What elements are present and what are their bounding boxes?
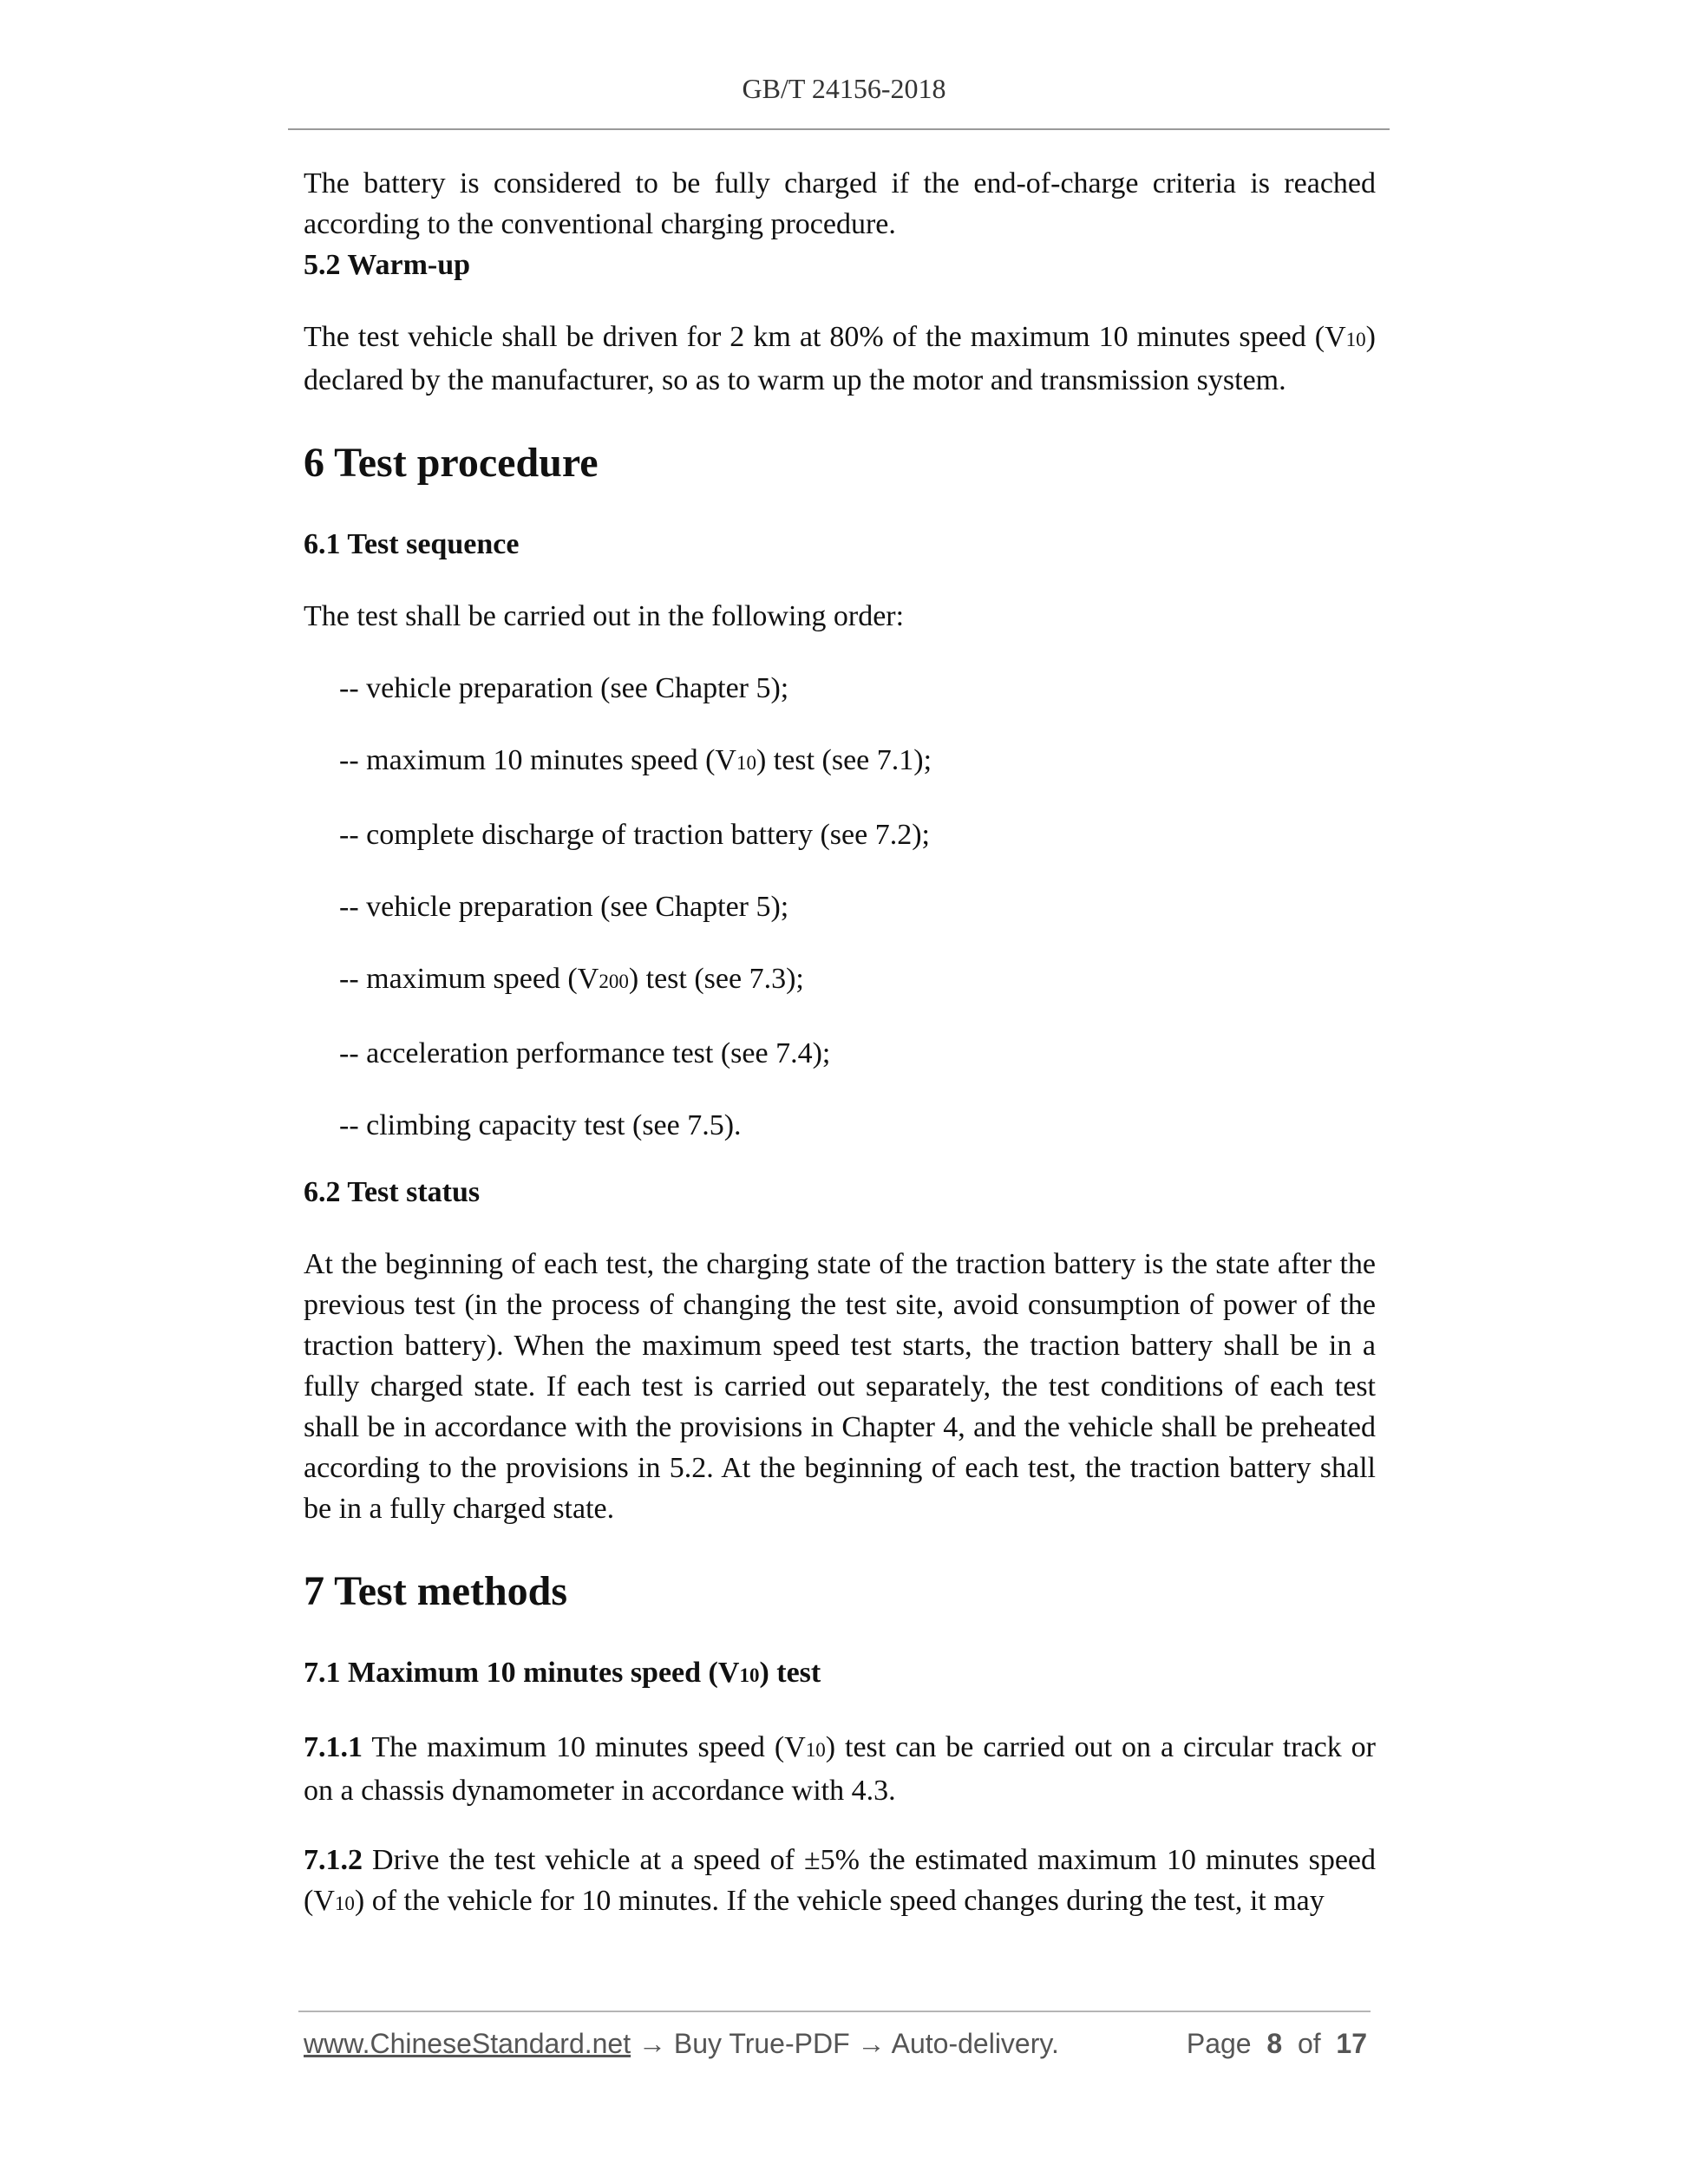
list-item: -- complete discharge of traction battery (see 7.2); [339,819,930,851]
site-link[interactable]: www.ChineseStandard.net [304,2028,631,2059]
footer-promo: → Buy True-PDF → Auto-delivery. [631,2028,1059,2059]
text-run: -- maximum speed (V [339,963,599,995]
page-number: 8 [1266,2028,1283,2059]
subscript: 10 [1345,329,1366,350]
paragraph-test-status: At the beginning of each test, the charging state of the traction battery is the state after the previous test (in the process of changing the test site, avoid consumption of power of the traction battery). When the maximum speed test starts, the traction battery shall be in a fully charged state. If each test is carried out separately, the test conditions of each test shall be in accordance with the provisions in Chapter 4, and the vehicle shall be preheated according to the provisions in 5.2. At the beginning of each test, the traction battery shall be in a fully charged state. [304,1248,1376,1525]
heading-7: 7 Test methods [304,1568,568,1614]
heading-7-1 [304,1652,1376,1696]
paragraph-warm-up [304,317,1376,401]
list-item [339,958,1376,1002]
page-label: Page [1186,2028,1252,2059]
subscript: 10 [805,1739,826,1761]
text-run: 7.1 Maximum 10 minutes speed (V [304,1657,740,1689]
page-total: 17 [1336,2028,1367,2059]
header-divider [288,128,1390,130]
page-header: GB/T 24156-2018 [742,73,946,104]
clause-number: 7.1.1 [304,1731,363,1763]
clause-7-1-2 [304,1840,1376,1924]
footer-left [304,2028,1059,2060]
text-run: -- maximum 10 minutes speed (V [339,744,736,776]
text-run: ) test can be carried out on a circular track or on a chassis dynamometer in accordance with 4.3. [304,1731,1376,1807]
text-run: ) test [759,1657,821,1689]
text-run: Drive the test vehicle at a speed of ±5% the estimated maximum 10 minutes speed (V [304,1844,1376,1917]
heading-6: 6 Test procedure [304,440,599,486]
text-run: The test vehicle shall be driven for 2 km at 80% of the maximum 10 minutes speed (V [304,321,1346,353]
clause-7-1-1 [304,1727,1376,1811]
of-label: of [1297,2028,1321,2059]
paragraph-test-order: The test shall be carried out in the following order: [304,600,905,632]
text-run: The maximum 10 minutes speed (V [363,1731,806,1763]
subscript: 10 [334,1893,355,1914]
list-item [339,740,1376,783]
document-body [304,163,1376,1924]
list-item: -- vehicle preparation (see Chapter 5); [339,672,789,704]
heading-5-2: 5.2 Warm-up [304,249,471,281]
list-item: -- climbing capacity test (see 7.5). [339,1109,742,1141]
text-run: ) of the vehicle for 10 minutes. If the vehicle speed changes during the test, it may [354,1885,1325,1917]
text-run: ) declared by the manufacturer, so as to warm up the motor and transmission system. [304,321,1376,396]
list-item: -- acceleration performance test (see 7.4); [339,1037,831,1069]
paragraph-battery-charged: The battery is considered to be fully charged if the end-of-charge criteria is reached according to the conventional charging procedure. [304,167,1376,240]
text-run: ) test (see 7.3); [628,963,804,995]
subscript: 200 [599,971,629,992]
list-item: -- vehicle preparation (see Chapter 5); [339,891,789,923]
subscript: 10 [736,752,756,774]
page-indicator [1187,2028,1367,2060]
heading-6-1: 6.1 Test sequence [304,528,520,560]
footer-divider [298,2011,1371,2012]
subscript: 10 [739,1664,760,1686]
heading-6-2: 6.2 Test status [304,1176,481,1208]
page-footer [304,2028,1367,2060]
clause-number: 7.1.2 [304,1844,363,1876]
text-run: ) test (see 7.1); [756,744,932,776]
